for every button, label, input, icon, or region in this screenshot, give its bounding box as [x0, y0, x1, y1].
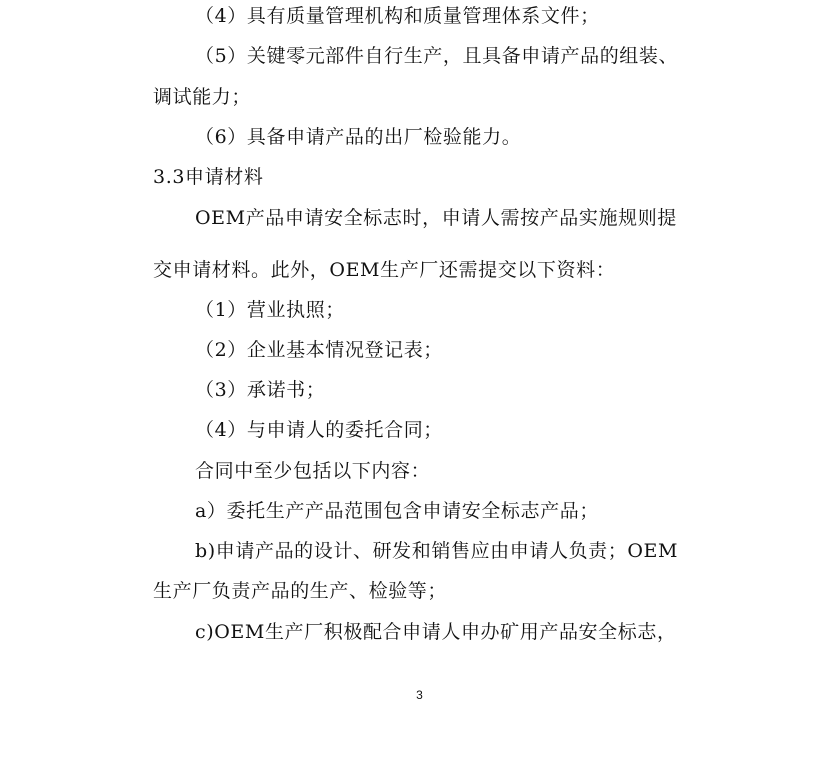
paragraph-line: 合同中至少包括以下内容：	[195, 460, 431, 482]
list-item: （3）承诺书；	[195, 379, 326, 401]
list-item: （1）营业执照；	[195, 299, 345, 321]
paragraph-line: （4）具有质量管理机构和质量管理体系文件；	[195, 5, 600, 27]
paragraph-line: OEM产品申请安全标志时，申请人需按产品实施规则提	[195, 207, 677, 229]
section-heading: 3.3申请材料	[153, 166, 264, 188]
page-number: 3	[416, 688, 423, 702]
paragraph-line: 交申请材料。此外，OEM生产厂还需提交以下资料：	[153, 259, 616, 281]
list-item: c)OEM生产厂积极配合申请人申办矿用产品安全标志，	[195, 621, 677, 643]
list-item: （4）与申请人的委托合同；	[195, 419, 443, 441]
list-item: a）委托生产产品范围包含申请安全标志产品；	[195, 500, 599, 522]
list-item: （2）企业基本情况登记表；	[195, 339, 443, 361]
list-item: b)申请产品的设计、研发和销售应由申请人负责；OEM	[195, 540, 679, 562]
paragraph-line: 生产厂负责产品的生产、检验等；	[153, 580, 448, 602]
paragraph-line: （6）具备申请产品的出厂检验能力。	[195, 126, 522, 148]
paragraph-line: 调试能力；	[153, 86, 252, 108]
paragraph-line: （5）关键零元部件自行生产，且具备申请产品的组装、	[195, 45, 679, 67]
